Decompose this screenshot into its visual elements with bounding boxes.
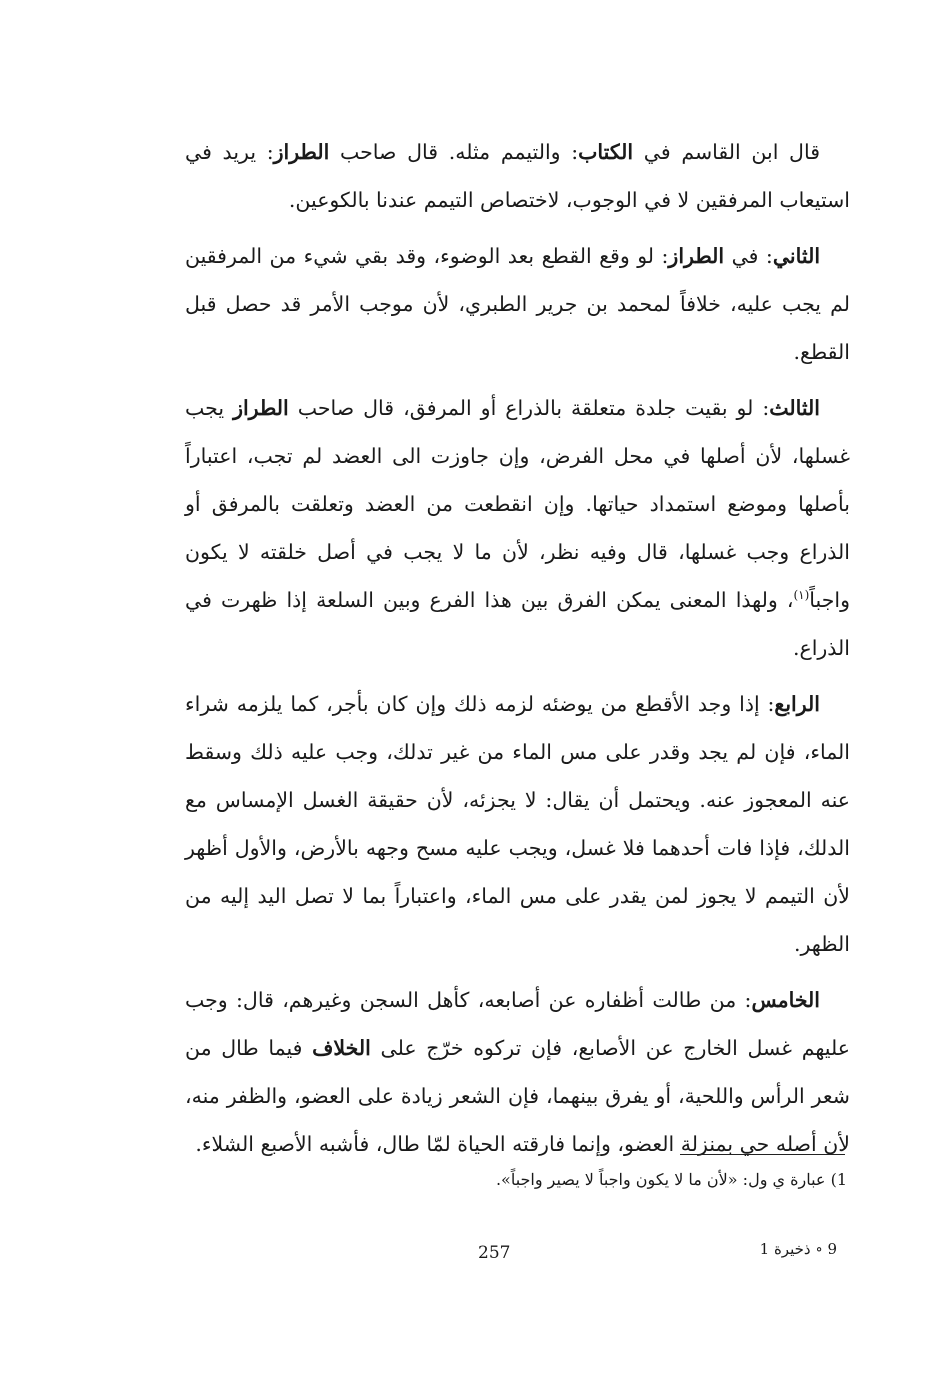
paragraph-3-keyword-thalith: الثالث xyxy=(769,396,820,420)
paragraph-2-keyword-taraz: الطراز xyxy=(668,244,725,268)
paragraph-4-keyword-rabi: الرابع xyxy=(774,692,820,716)
paragraph-1-rest: : يريد في استيعاب المرفقين لا في الوجوب، لاختصاص التيمم عندنا بالكوعين. xyxy=(185,140,850,212)
paragraph-2 xyxy=(185,232,850,376)
footnote: 1) عبارة ي ول: «لأن ما لا يكون واجباً لا يصير واجباً». xyxy=(495,1170,847,1189)
paragraph-5 xyxy=(185,976,850,1168)
page-number: 257 xyxy=(478,1243,511,1263)
paragraph-5-keyword-khamis: الخامس xyxy=(751,988,820,1012)
paragraph-3-rest-a: يجب غسلها، لأن أصلها في محل الفرض، وإن جاوزت الى العضد لم تجب، اعتباراً بأصلها وموضع استمداد حياتها. وإن انقطعت من العضد وتعلقت بالمرفق أو الذراع وجب غسلها، قال وفيه نظر، لأن ما لا يجب في أصل خلقته لا يكون واجباً xyxy=(185,396,850,612)
paragraph-4-rest: : إذا وجد الأقطع من يوضئه لزمه ذلك وإن كان بأجر، كما يلزمه شراء الماء، فإن لم يجد وقدر على مس الماء من غير تدلك، وجب عليه ذلك وسقط عنه المعجوز عنه. ويحتمل أن يقال: لا يجزئه، لأن حقيقة الغسل الإمساس مع الدلك، فإذا فات أحدهما فلا غسل، ويجب عليه مسح وجهه بالأرض، والأول أظهر لأن التيمم لا يجوز لمن يقدر على مس الماء، واعتباراً بما لا تصل اليد إليه من الظهر. xyxy=(185,692,850,956)
paragraph-1-keyword-kitab: الكتاب xyxy=(578,140,634,164)
paragraph-1-lead: قال ابن القاسم في xyxy=(633,140,820,164)
paragraph-1-keyword-taraz: الطراز xyxy=(273,140,330,164)
paragraph-3 xyxy=(185,384,850,672)
main-text xyxy=(185,128,850,1176)
paragraph-2-keyword-thani: الثاني xyxy=(772,244,821,268)
paragraph-1 xyxy=(185,128,850,224)
paragraph-4 xyxy=(185,680,850,968)
footnote-reference-mark[interactable]: (١) xyxy=(793,588,810,603)
paragraph-3-keyword-taraz: الطراز xyxy=(233,396,289,420)
paragraph-3-mid: : لو بقيت جلدة متعلقة بالذراع أو المرفق، قال صاحب xyxy=(288,396,770,420)
paragraph-1-mid: : والتيمم مثله. قال صاحب xyxy=(329,140,579,164)
paragraph-2-rest: : لو وقع القطع بعد الوضوء، وقد بقي شيء من المرفقين لم يجب عليه، خلافاً لمحمد بن جرير الطبري، لأن موجب الأمر قد حصل قبل القطع. xyxy=(185,244,850,364)
paragraph-2-mid: : في xyxy=(724,244,773,268)
paragraph-5-keyword-khilaf: الخلاف xyxy=(312,1036,371,1060)
footnote-divider xyxy=(680,1154,845,1155)
paragraph-3-rest-b: ، ولهذا المعنى يمكن الفرق بين هذا الفرع وبين السلعة إذا ظهرت في الذراع. xyxy=(185,588,850,660)
printer-signature-mark: 9 ∘ ذخيرة 1 xyxy=(759,1240,837,1258)
paragraph-5-mid: : من طالت أظفاره عن أصابعه، كأهل السجن وغيرهم، قال: وجب عليهم غسل الخارج عن الأصابع، فإن تركوه خرّج على xyxy=(185,988,850,1060)
paragraph-5-rest: فيما طال من شعر الرأس واللحية، أو يفرق بينهما، فإن الشعر زيادة على العضو، والظفر منه، لأن أصله حي بمنزلة العضو، وإنما فارقته الحياة لمّا طال، فأشبه الأصبع الشلاء. xyxy=(185,1036,850,1156)
